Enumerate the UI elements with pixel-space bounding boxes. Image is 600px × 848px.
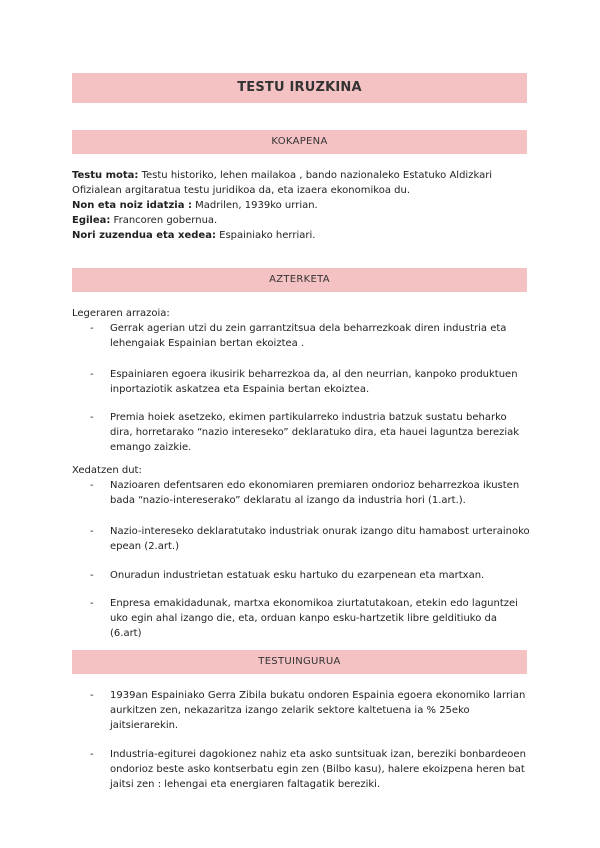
list-item: - Onuradun industrietan estatuak esku hartuko du ezarpenean eta martxan. [90, 570, 485, 581]
list-item: - Premia hoiek asetzeko, ekimen partikularreko industria batzuk sustatu beharko dira, horretarako “nazio intereseko” deklaratuko dira, eta hauei laguntza bereziak emango zaizkie. [90, 412, 520, 453]
legeraren-list [90, 321, 530, 455]
kokapena-block [72, 168, 532, 243]
list-item: - Industria-egiturei dagokionez nahiz eta asko suntsituak izan, bereziki bonbardeoen ondorioz beste asko kontserbatu egin zen (Bilbo kasu), halere ekoizpena heren bat jaitsi zen : lehengai eta energiaren faltagatik bereziki. [90, 749, 526, 790]
non-eta-noiz-label: Non eta noiz idatzia : [72, 200, 192, 211]
nori-line [72, 228, 532, 243]
section-header-kokapena: KOKAPENA [72, 130, 527, 154]
non-eta-noiz-line [72, 198, 532, 213]
testu-mota-label: Testu mota: [72, 170, 139, 181]
bullet-dash: - [90, 480, 94, 491]
document-title: TESTU IRUZKINA [72, 73, 527, 103]
list-item: - Enpresa emakidadunak, martxa ekonomikoa ziurtatutakoan, etekin edo laguntzei uko egin ahal izango die, eta, orduan kanpo esku-hartzetik libre gelditiuko da (6.art) [90, 598, 518, 639]
section-header-testuingurua: TESTUINGURUA [72, 650, 527, 674]
bullet-dash: - [90, 526, 94, 537]
xedatzen-dut-label: Xedatzen dut: [72, 465, 142, 476]
egilea-line [72, 213, 532, 228]
testu-mota-value: Testu historiko, lehen mailakoa , bando nazionaleko Estatuko Aldizkari Ofizialean argitaratua testu juridikoa da, eta izaera ekonomikoa du. [72, 170, 493, 196]
nori-label: Nori zuzendua eta xedea: [72, 230, 216, 241]
list-item: - Gerrak agerian utzi du zein garrantzitsua dela beharrezkoak diren industria eta lehengaiak Espainian bertan ekoiztea . [90, 323, 507, 349]
testuingurua-list [90, 688, 530, 792]
non-eta-noiz-value: Madrilen, 1939ko urrian. [191, 200, 318, 211]
bullet-dash: - [90, 369, 94, 380]
legeraren-arrazoia-label: Legeraren arrazoia: [72, 308, 170, 319]
list-item: - Espainiaren egoera ikusirik beharrezkoa da, al den neurrian, kanpoko produktuen inportaziotik askatzea eta Espainia bertan ekoiztea. [90, 369, 518, 395]
bullet-dash: - [90, 690, 94, 701]
bullet-dash: - [90, 412, 94, 423]
section-header-azterketa: AZTERKETA [72, 268, 527, 292]
egilea-label: Egilea: [72, 215, 111, 226]
list-item: - Nazioaren defentsaren edo ekonomiaren premiaren ondorioz beharrezkoa ikusten bada “nazio-intereserako” deklaratu al izango da industria hori (1.art.). [90, 480, 520, 506]
bullet-dash: - [90, 323, 94, 334]
nori-value: Espainiako herriari. [215, 230, 316, 241]
list-item: - 1939an Espainiako Gerra Zibila bukatu ondoren Espainia egoera ekonomiko larrian aurkitzen zen, nekazaritza izango zelarik sektore kaltetuena ia % 25eko jaitsierarekin. [90, 690, 526, 731]
bullet-dash: - [90, 598, 94, 609]
egilea-value: Francoren gobernua. [110, 215, 218, 226]
bullet-dash: - [90, 570, 94, 581]
list-item: - Nazio-intereseko deklaratutako industriak onurak izango ditu hamabost urterainoko epean (2.art.) [90, 526, 530, 552]
testu-mota-line [72, 168, 532, 198]
bullet-dash: - [90, 749, 94, 760]
xedatzen-list [90, 478, 530, 641]
